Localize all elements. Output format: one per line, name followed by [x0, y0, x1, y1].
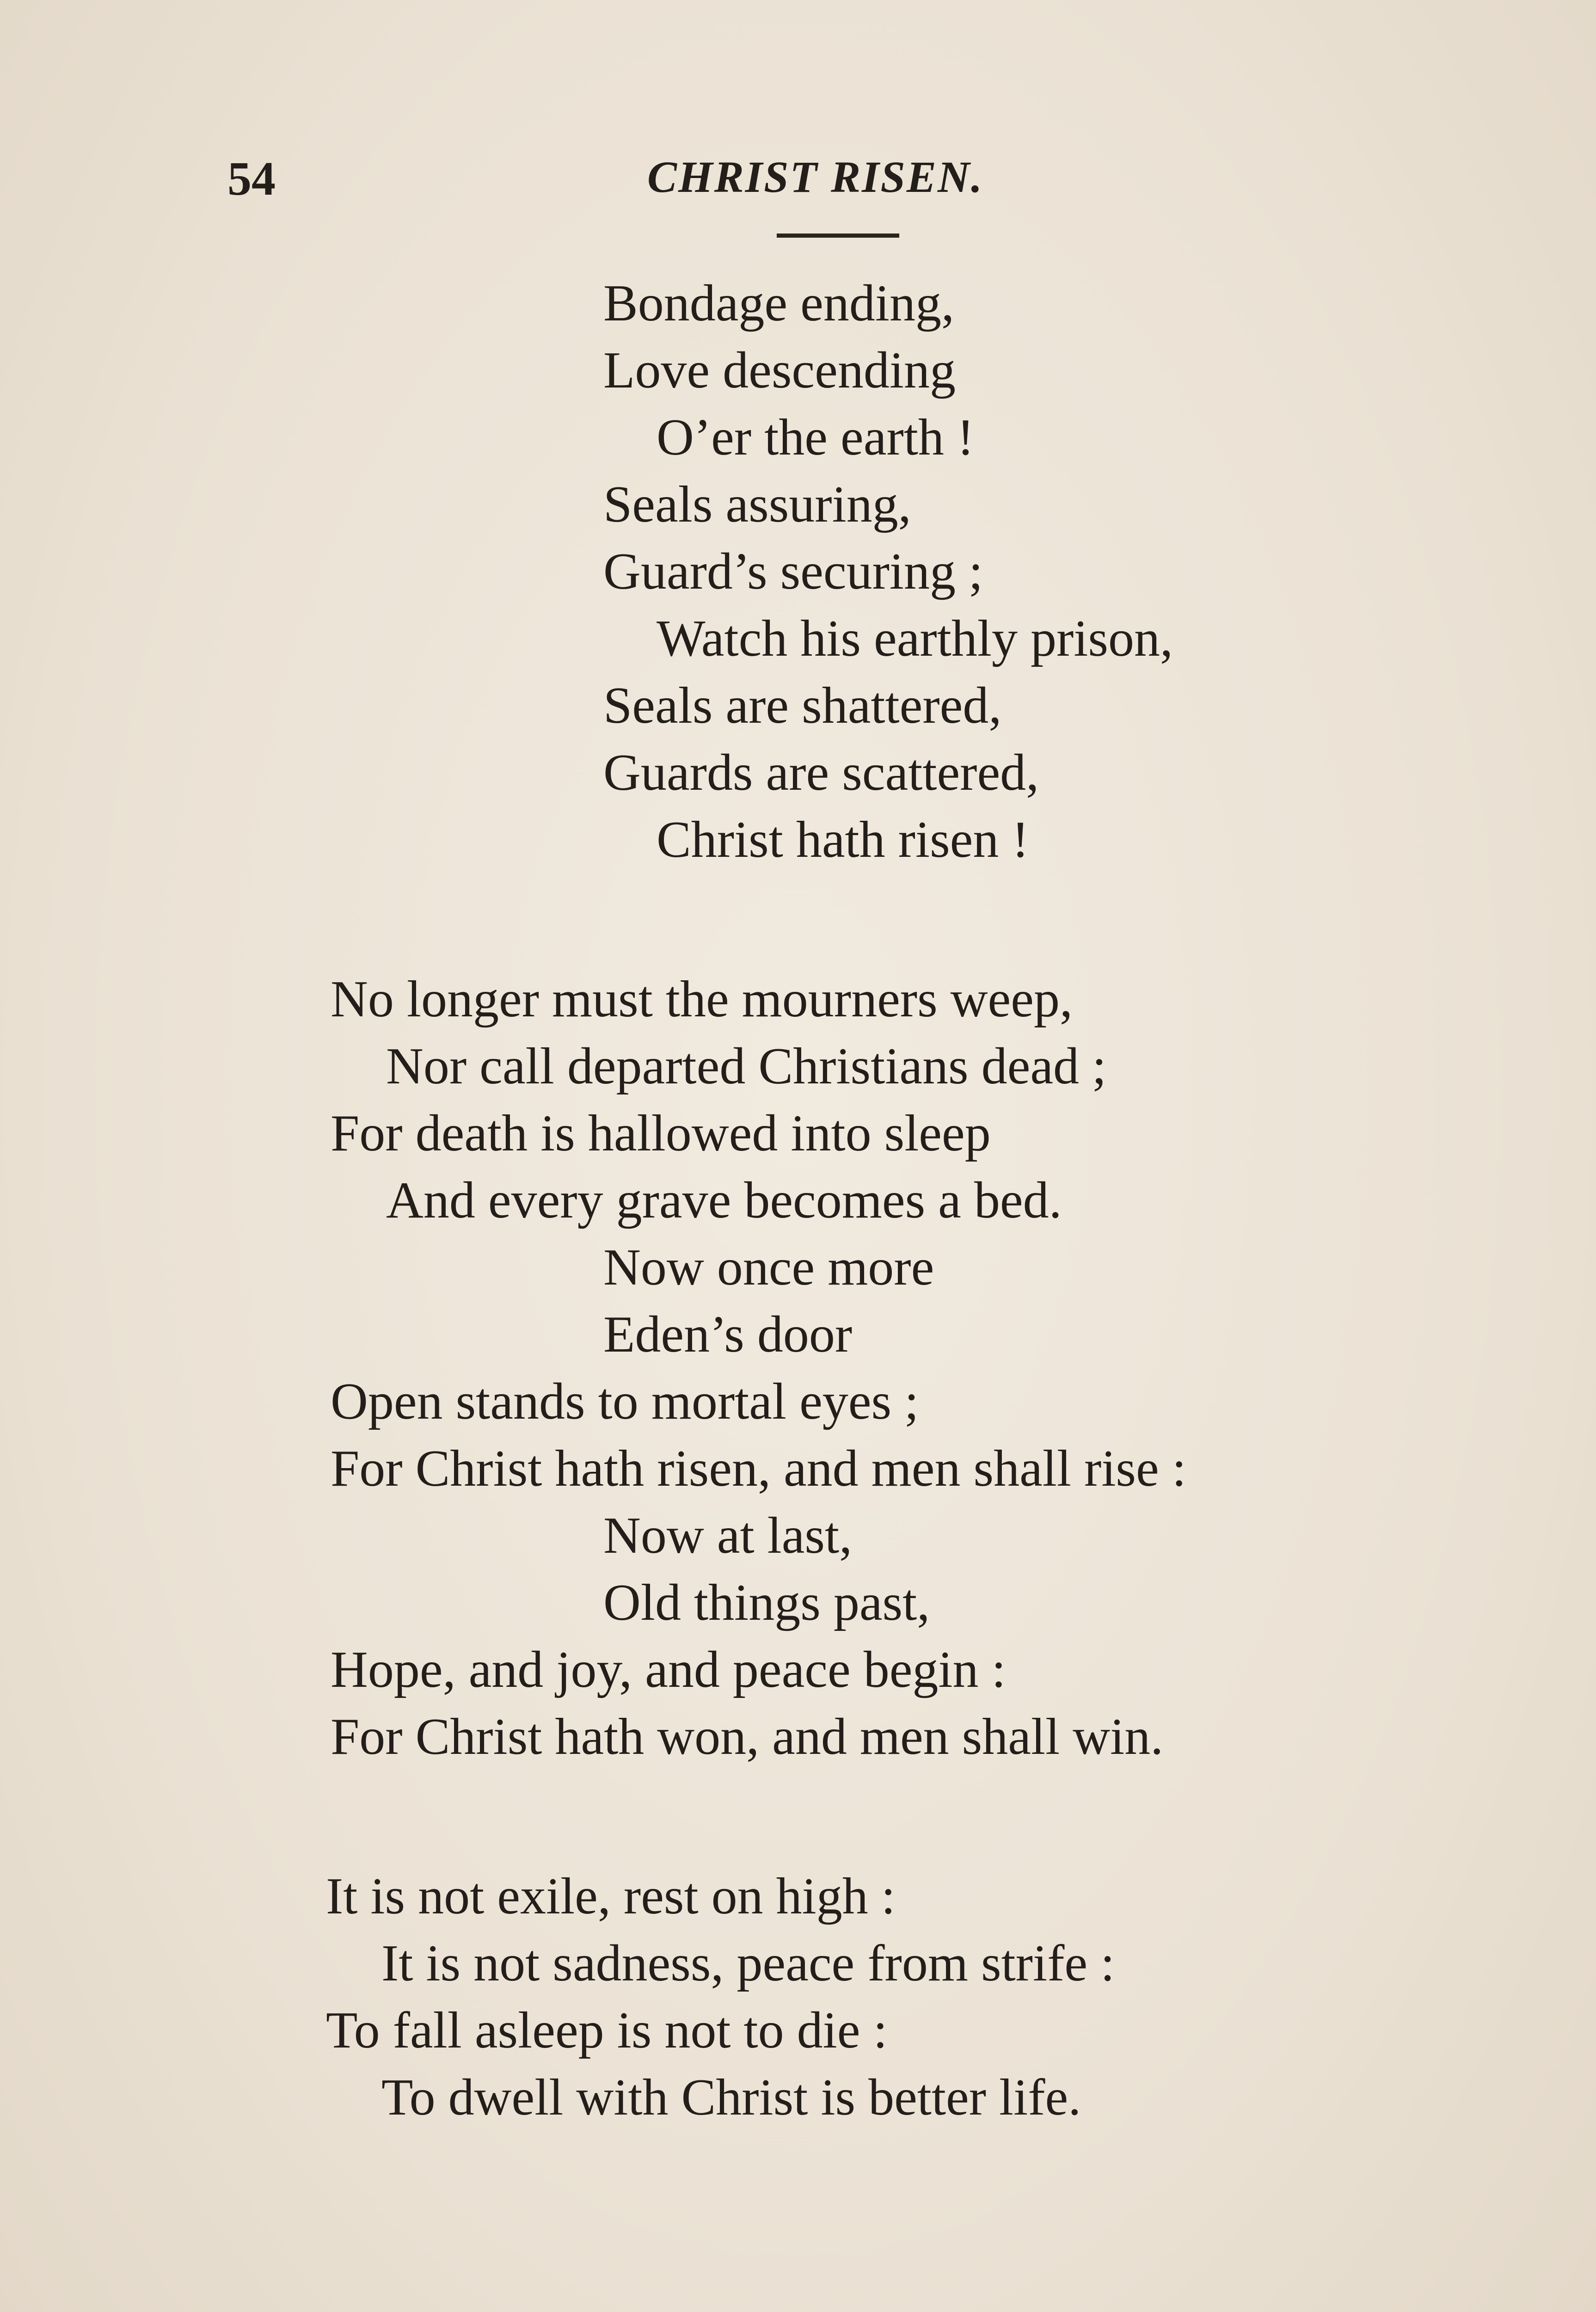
poem-line: Bondage ending,: [603, 275, 954, 332]
running-title: CHRIST RISEN.: [647, 152, 984, 202]
poem-line: Hope, and joy, and peace begin :: [331, 1641, 1006, 1698]
poem-line: It is not exile, rest on high :: [326, 1868, 896, 1925]
poem-line: Nor call departed Christians dead ;: [386, 1038, 1107, 1095]
poem-line: For death is hallowed into sleep: [331, 1105, 991, 1162]
poem-line: No longer must the mourners weep,: [331, 971, 1073, 1028]
poem-line: Open stands to mortal eyes ;: [331, 1373, 919, 1430]
title-rule: [777, 234, 899, 238]
poem-line: Watch his earthly prison,: [657, 610, 1173, 667]
poem-line: Christ hath risen !: [657, 811, 1029, 868]
poem-line: Seals are shattered,: [603, 677, 1002, 734]
poem-line: Guard’s securing ;: [603, 543, 983, 600]
poem-line: To dwell with Christ is better life.: [381, 2069, 1081, 2126]
poem-line: For Christ hath won, and men shall win.: [331, 1708, 1164, 1765]
poem-line: Eden’s door: [603, 1306, 853, 1363]
poem-line: O’er the earth !: [657, 409, 975, 466]
poem-line: For Christ hath risen, and men shall rise :: [331, 1440, 1186, 1497]
page-number: 54: [227, 152, 276, 205]
poem-line: And every grave becomes a bed.: [386, 1172, 1062, 1229]
poem-line: Love descending: [603, 342, 956, 399]
poem-line: Guards are scattered,: [603, 744, 1039, 801]
poem-line: Now at last,: [603, 1507, 853, 1564]
poem-line: Old things past,: [603, 1574, 930, 1631]
poem-line: It is not sadness, peace from strife :: [381, 1935, 1115, 1992]
poem-line: To fall asleep is not to die :: [326, 2002, 888, 2059]
poem-line: Seals assuring,: [603, 476, 911, 533]
poem-line: Now once more: [603, 1239, 934, 1296]
